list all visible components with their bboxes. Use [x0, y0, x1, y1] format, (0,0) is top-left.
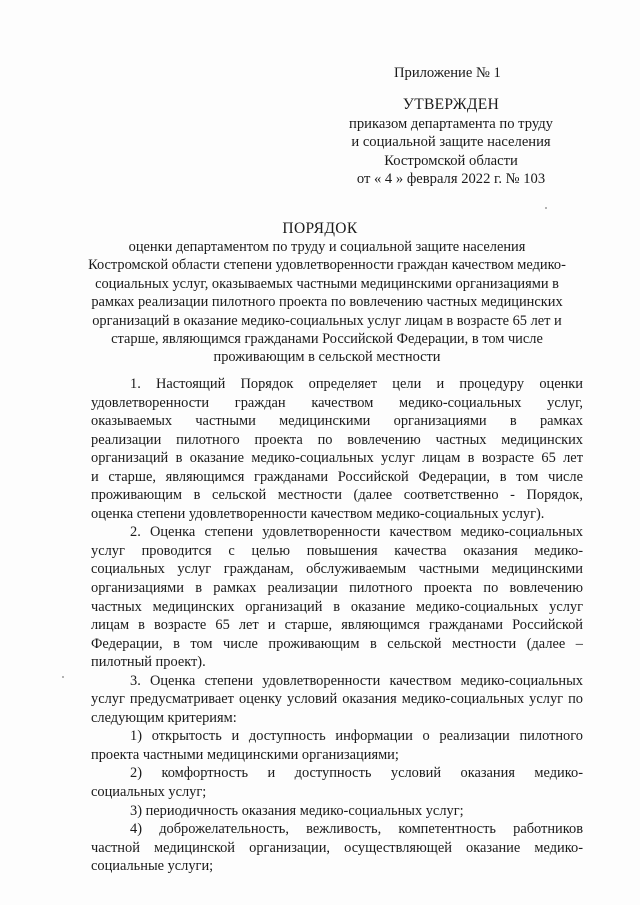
- approved-line: приказом департамента по труду: [349, 115, 553, 132]
- paragraph-line: 2) комфортность и доступность условий оказания медико-: [130, 765, 583, 782]
- scan-speck: [545, 207, 547, 209]
- approved-line: от « 4 » февраля 2022 г. № 103: [356, 171, 546, 188]
- paragraph-line: социальных услуг гражданам, обслуживаемым частными медицинскими: [91, 561, 583, 578]
- paragraph-line: услуг проводится с целью повышения качества оказания медико-: [91, 542, 583, 559]
- subtitle-line: социальных услуг, оказываемых частными медицинскими организациями в: [95, 275, 559, 292]
- paragraph-line: 1) открытость и доступность информации о реализации пилотного: [130, 728, 583, 745]
- paragraph-line: социальных услуг;: [91, 784, 207, 801]
- paragraph-line: 3. Оценка степени удовлетворенности качеством медико-социальных: [130, 672, 583, 689]
- paragraph-line: следующим критериям:: [91, 709, 237, 726]
- paragraph-line: проживающим в сельской местности (далее соответственно - Порядок,: [91, 487, 583, 504]
- document-title: ПОРЯДОК: [282, 220, 358, 237]
- paragraph-line: лицам в возрасте 65 лет и старше, являющимся гражданами Российской: [91, 617, 583, 634]
- paragraph-line: организациями в рамках реализации пилотного проекта по вовлечению: [91, 580, 583, 597]
- document-subtitle: [62, 238, 592, 367]
- approved-line: и социальной защите населения: [351, 134, 551, 151]
- paragraph-line: 2. Оценка степени удовлетворенности качеством медико-социальных: [130, 524, 583, 541]
- paragraph-line: оценка степени удовлетворенности качеством медико-социальных услуг).: [91, 505, 545, 522]
- subtitle-line: Костромской области степени удовлетворенности граждан качеством медико-: [88, 257, 566, 274]
- paragraph-line: частной медицинской организации, осуществляющей оказание медико-: [91, 839, 583, 856]
- subtitle-line: оценки департаментом по труду и социальной защите населения: [128, 239, 526, 255]
- subtitle-line: проживающим в сельской местности: [213, 349, 441, 366]
- paragraph-line: реализации пилотного проекта по вовлечению частных медицинских: [91, 431, 583, 448]
- subtitle-line: старше, являющимся гражданами Российской Федерации, в том числе: [111, 331, 543, 348]
- paragraph-line: 4) доброжелательность, вежливость, компетентность работников: [130, 821, 583, 838]
- annex-label: Приложение № 1: [394, 65, 501, 81]
- paragraph-line: удовлетворенности граждан качеством медико-социальных услуг,: [91, 394, 583, 411]
- paragraph-line: частных медицинских организаций в оказание медико-социальных услуг: [91, 598, 583, 615]
- paragraph-line: 3) периодичность оказания медико-социальных услуг;: [130, 802, 464, 819]
- paragraph-line: организаций в оказание медико-социальных услуг лицам в возрасте 65 лет: [91, 450, 583, 467]
- paragraph-line: проекта частными медицинскими организациями;: [91, 746, 399, 763]
- approved-heading: УТВЕРЖДЕН: [402, 96, 500, 113]
- paragraph-line: услуг предусматривает оценку условий оказания медико-социальных услуг по: [91, 691, 583, 708]
- paragraph-line: и старше, являющимся гражданами Российской Федерации, в том числе: [91, 468, 583, 485]
- document-body: [91, 375, 583, 876]
- paragraph-line: социальные услуги;: [91, 858, 214, 875]
- approved-line: Костромской области: [384, 152, 518, 169]
- paragraph-line: пилотный проект).: [91, 654, 206, 671]
- subtitle-line: организаций в оказание медико-социальных услуг лицам в возрасте 65 лет и: [92, 312, 562, 329]
- paragraph-line: Федерации, в том числе проживающим в сельской местности (далее –: [91, 635, 583, 652]
- paragraph-line: 1. Настоящий Порядок определяет цели и процедуру оценки: [130, 376, 583, 392]
- approval-stamp-block: [322, 96, 580, 189]
- paragraph-line: оказываемых частными медицинскими организациями в рамках: [91, 413, 583, 430]
- subtitle-line: рамках реализации пилотного проекта по вовлечению частных медицинских: [91, 294, 563, 311]
- scan-speck: [62, 676, 64, 678]
